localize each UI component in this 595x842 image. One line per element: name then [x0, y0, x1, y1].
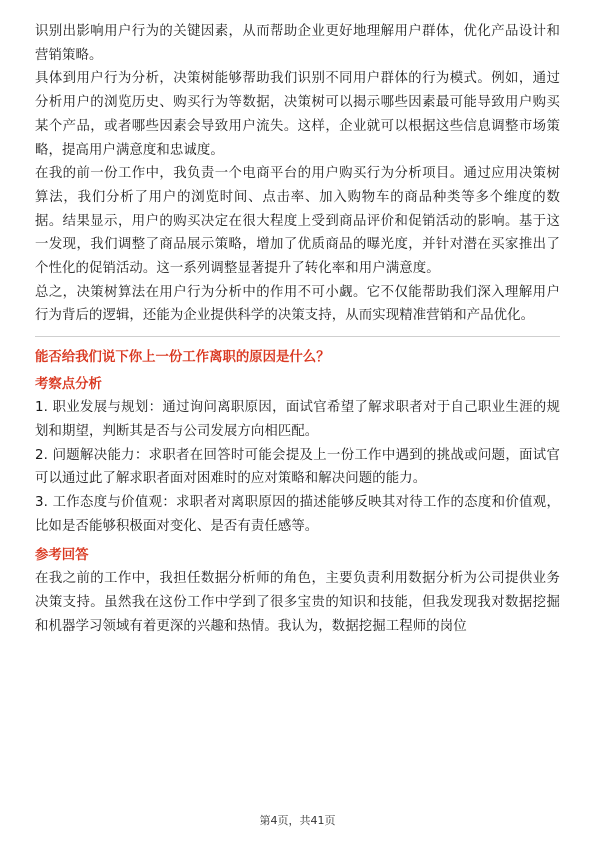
question-heading: 能否给我们说下你上一份工作离职的原因是什么？	[35, 350, 330, 366]
body-paragraph: 在我的前一份工作中，我负责一个电商平台的用户购买行为分析项目。通过应用决策树算法，我们分析了用户的浏览时间、点击率、加入购物车的商品种类等多个维度的数据。结果显示，用户的购买决定在很大程度上受到商品评价和促销活动的影响。基于这一发现，我们调整了商品展示策略，增加了优质商品的曝光度，并针对潜在买家推出了个性化的促销活动。这一系列调整显著提升了转化率和用户满意度。	[35, 166, 560, 277]
analysis-item: 3. 工作态度与价值观：求职者对离职原因的描述能够反映其对待工作的态度和价值观，比如是否能够积极面对变化、是否有责任感等。	[35, 494, 560, 534]
section-divider	[35, 336, 560, 337]
body-paragraph: 总之，决策树算法在用户行为分析中的作用不可小觑。它不仅能帮助我们深入理解用户行为背后的逻辑，还能为企业提供科学的决策支持，从而实现精准营销和产品优化。	[35, 284, 560, 324]
body-paragraph: 具体到用户行为分析，决策树能够帮助我们识别不同用户群体的行为模式。例如，通过分析用户的浏览历史、购买行为等数据，决策树可以揭示哪些因素最可能导致用户购买某个产品，或者哪些因素会导致用户流失。这样，企业就可以根据这些信息调整市场策略，提高用户满意度和忠诚度。	[35, 71, 560, 158]
analysis-heading: 考察点分析	[35, 377, 102, 393]
answer-paragraph: 在我之前的工作中，我担任数据分析师的角色，主要负责利用数据分析为公司提供业务决策支持。虽然我在这份工作中学到了很多宝贵的知识和技能，但我发现我对数据挖掘和机器学习领域有着更深的兴趣和热情。我认为，数据挖掘工程师的岗位	[35, 571, 560, 634]
body-paragraph: 识别出影响用户行为的关键因素，从而帮助企业更好地理解用户群体，优化产品设计和营销策略。	[35, 24, 560, 63]
answer-heading: 参考回答	[35, 548, 89, 564]
page-number: 第4页，共41页	[259, 814, 336, 827]
document-page	[35, 20, 560, 638]
analysis-item: 2. 问题解决能力：求职者在回答时可能会提及上一份工作中遇到的挑战或问题，面试官可以通过此了解求职者面对困难时的应对策略和解决问题的能力。	[35, 447, 560, 487]
analysis-item: 1. 职业发展与规划：通过询问离职原因，面试官希望了解求职者对于自己职业生涯的规划和期望，判断其是否与公司发展方向相匹配。	[35, 400, 560, 439]
